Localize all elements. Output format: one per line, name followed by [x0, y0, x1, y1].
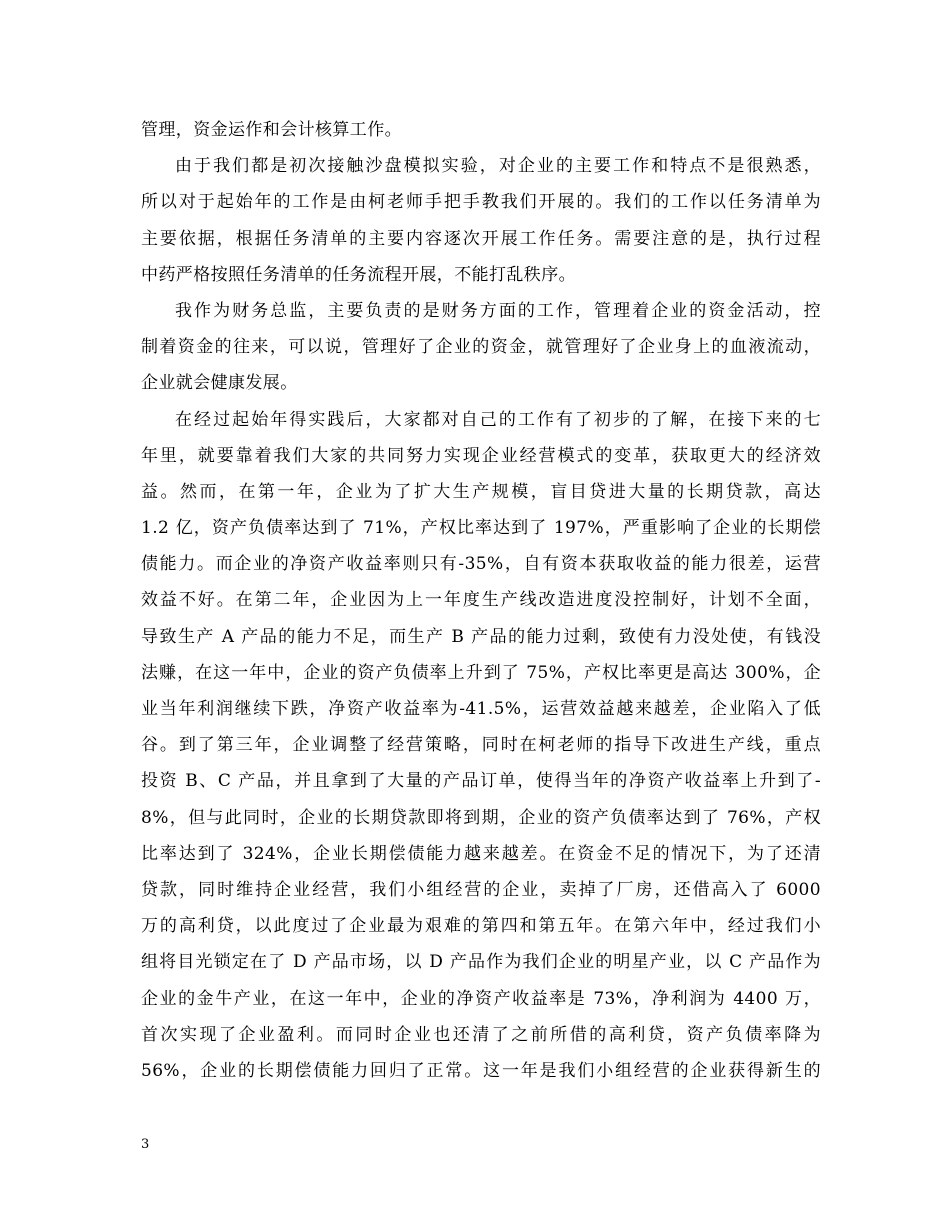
- text-line: 企业就会健康发展。: [141, 373, 298, 394]
- text-line: 贷款，同时维持企业经营，我们小组经营的企业，卖掉了厂房，还借高入了 6000: [141, 879, 821, 900]
- text-line: 谷。到了第三年，企业调整了经营策略，同时在柯老师的指导下改进生产线，重点: [141, 735, 821, 756]
- text-line: 所以对于起始年的工作是由柯老师手把手教我们开展的。我们的工作以任务清单为: [141, 192, 821, 213]
- text-line: 法赚，在这一年中，企业的资产负债率上升到了 75%，产权比率更是高达 300%，企: [141, 662, 821, 683]
- text-line: 在经过起始年得实践后，大家都对自己的工作有了初步的了解，在接下来的七: [175, 409, 821, 430]
- text-line: 1.2 亿，资产负债率达到了 71%，产权比率达到了 197%，严重影响了企业的长期偿: [141, 518, 821, 539]
- text-line: 投资 B、C 产品，并且拿到了大量的产品订单，使得当年的净资产收益率上升到了-: [141, 771, 821, 792]
- page-number: 3: [141, 1137, 150, 1152]
- text-line: 益。然而，在第一年，企业为了扩大生产规模，盲目贷进大量的长期贷款，高达: [141, 481, 821, 502]
- text-line: 8%，但与此同时，企业的长期贷款即将到期，企业的资产负债率达到了 76%，产权: [141, 807, 821, 828]
- text-line: 管理，资金运作和会计核算工作。: [141, 120, 402, 140]
- text-line: 主要依据，根据任务清单的主要内容逐次开展工作任务。需要注意的是，执行过程: [141, 228, 821, 249]
- text-line: 企业的金牛产业，在这一年中，企业的净资产收益率是 73%，净利润为 4400 万，: [141, 988, 821, 1009]
- text-line: 中药严格按照任务清单的任务流程开展，不能打乱秩序。: [141, 264, 576, 285]
- text-line: 年里，就要靠着我们大家的共同努力实现企业经营模式的变革，获取更大的经济效: [141, 445, 821, 466]
- text-line: 首次实现了企业盈利。而同时企业也还清了之前所借的高利贷，资产负债率降为: [141, 1024, 821, 1045]
- text-line: 导致生产 A 产品的能力不足，而生产 B 产品的能力过剩，致使有力没处使，有钱没: [141, 626, 821, 647]
- body-text: [141, 112, 821, 1089]
- text-line: 万的高利贷，以此度过了企业最为艰难的第四和第五年。在第六年中，经过我们小: [141, 916, 821, 937]
- text-line: 由于我们都是初次接触沙盘模拟实验，对企业的主要工作和特点不是很熟悉，: [175, 156, 821, 177]
- text-line: 组将目光锁定在了 D 产品市场，以 D 产品作为我们企业的明星产业，以 C 产品作为: [141, 952, 821, 973]
- text-line: 我作为财务总监，主要负责的是财务方面的工作，管理着企业的资金活动，控: [175, 300, 821, 321]
- text-line: 业当年利润继续下跌，净资产收益率为-41.5%，运营效益越来越差，企业陷入了低: [141, 699, 821, 719]
- text-line: 56%，企业的长期偿债能力回归了正常。这一年是我们小组经营的企业获得新生的: [141, 1060, 821, 1081]
- text-line: 债能力。而企业的净资产收益率则只有-35%，自有资本获取收益的能力很差，运营: [141, 554, 821, 575]
- text-line: 比率达到了 324%，企业长期偿债能力越来越差。在资金不足的情况下，为了还清: [141, 843, 821, 864]
- text-line: 效益不好。在第二年，企业因为上一年度生产线改造进度没控制好，计划不全面，: [141, 590, 821, 611]
- text-line: 制着资金的往来，可以说，管理好了企业的资金，就管理好了企业身上的血液流动，: [141, 337, 821, 358]
